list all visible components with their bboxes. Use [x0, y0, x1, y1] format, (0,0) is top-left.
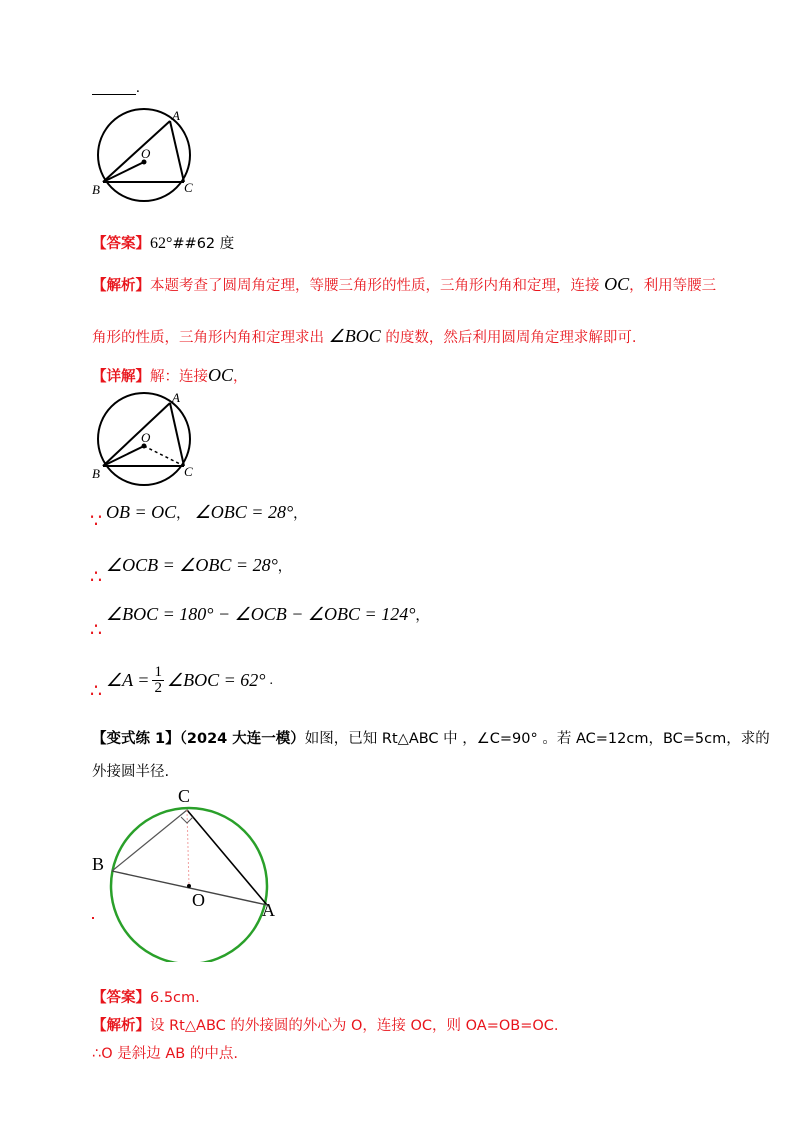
because-symbol: ∵ [90, 510, 103, 532]
fraction-half [152, 665, 164, 696]
variant-text: 如图，已知 Rt△ABC 中 ，∠C=90° 。若 AC=12cm，BC=5cm，求的 [304, 731, 770, 747]
step-1 [106, 502, 307, 523]
segment-ba [112, 871, 267, 905]
step-1-end: ， [293, 507, 308, 522]
stray-dot [92, 917, 94, 919]
variant-problem-line-2: 外接圆半径. [92, 764, 170, 780]
math-oc-2: OC [208, 365, 234, 385]
answer-2 [92, 986, 200, 1007]
hence-symbol-2: ∴ [90, 619, 103, 641]
answer-2-value: 6.5cm. [150, 990, 200, 1006]
segment-ab [103, 121, 170, 182]
blank-period: . [136, 80, 140, 96]
answer-blank [92, 94, 136, 95]
label-o: O [141, 146, 151, 161]
answer-alt: ##62 度 [172, 236, 235, 252]
variant-source: （2024 大连一模） [179, 731, 305, 747]
label-a: A [172, 108, 180, 123]
analysis-2-tag: 【解析】 [92, 1018, 150, 1034]
analysis-text-2-end: 的度数，然后利用圆周角定理求解即可. [385, 330, 637, 346]
hence-symbol-3: ∴ [90, 680, 103, 702]
step-2-eq: ∠OCB = ∠OBC = 28° [106, 555, 278, 575]
center-point [187, 884, 191, 888]
label-c: C [184, 180, 193, 195]
analysis-2 [92, 1014, 559, 1035]
analysis-text-1: 本题考查了圆周角定理，等腰三角形的性质，三角形内角和定理，连接 [150, 278, 600, 294]
label-c: C [178, 786, 191, 806]
analysis-text-1-end: ，利用等腰三 [629, 278, 717, 294]
math-angle-boc: ∠BOC [328, 326, 381, 346]
figure-circle-2 [88, 390, 208, 486]
analysis-2-line-2: ∴O 是斜边 AB 的中点. [92, 1046, 238, 1062]
step-1-b: ∠OBC = 28° [194, 502, 294, 522]
detail-tag: 【详解】 [92, 369, 150, 385]
answer-value: 62° [150, 235, 173, 252]
analysis-1-line-2 [92, 326, 636, 347]
analysis-1-line-1 [92, 274, 716, 295]
segment-ab [103, 403, 170, 466]
variant-tag: 【变式练 1】 [92, 731, 180, 747]
answer-1 [92, 232, 234, 253]
step-1-sep: ， [176, 507, 191, 522]
label-a: A [262, 900, 275, 920]
step-2 [106, 555, 292, 576]
step-1-a: OB = OC [106, 502, 177, 522]
step-3 [106, 604, 429, 625]
analysis-2-text: 设 Rt△ABC 的外接圆的外心为 O，连接 OC，则 OA=OB=OC. [150, 1018, 559, 1034]
label-b: B [92, 182, 100, 197]
label-c: C [184, 464, 193, 479]
detail-text: 解：连接 [150, 369, 208, 385]
figure-right-triangle [86, 780, 296, 962]
step-4-a: ∠A = [106, 670, 150, 690]
detail-end: ， [233, 369, 248, 385]
hence-symbol-1: ∴ [90, 566, 103, 588]
step-4-b: ∠BOC = 62° [166, 670, 266, 690]
answer-tag: 【答案】 [92, 236, 150, 252]
figure-circle-1 [88, 106, 208, 202]
fraction-numerator: 1 [154, 664, 162, 680]
step-4 [106, 665, 273, 696]
fraction-denominator: 2 [154, 680, 162, 696]
math-oc: OC [604, 274, 630, 294]
step-3-end: ， [415, 609, 430, 624]
label-b: B [92, 854, 105, 874]
label-o: O [192, 890, 205, 910]
label-a: A [172, 390, 180, 405]
label-b: B [92, 466, 100, 481]
step-2-end: ， [277, 560, 292, 575]
step-3-eq: ∠BOC = 180° − ∠OCB − ∠OBC = 124° [106, 604, 416, 624]
answer-2-tag: 【答案】 [92, 990, 150, 1006]
variant-problem [92, 727, 770, 748]
step-4-end: . [269, 672, 273, 688]
detail-1 [92, 365, 248, 386]
label-o: O [141, 430, 151, 445]
analysis-text-2: 角形的性质，三角形内角和定理求出 [92, 330, 324, 346]
analysis-tag: 【解析】 [92, 278, 150, 294]
segment-ob [103, 446, 144, 466]
segment-oc-dashed [144, 446, 184, 466]
segment-ob [103, 162, 144, 182]
